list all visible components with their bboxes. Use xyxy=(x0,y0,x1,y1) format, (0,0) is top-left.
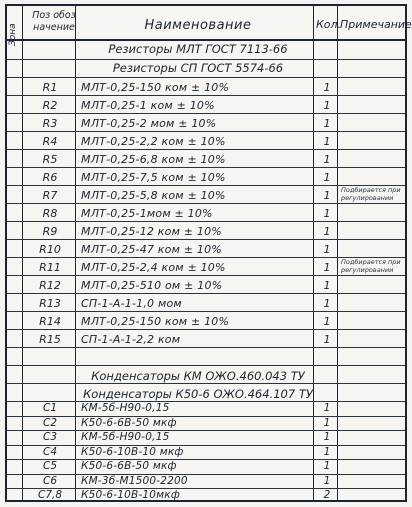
header-separator xyxy=(7,39,405,41)
position-designator: C4 xyxy=(42,445,57,458)
component-name: КМ-3б-М1500-2200 xyxy=(81,474,188,487)
position-designator: C5 xyxy=(42,460,57,472)
section-title-resistors-mlt: Резисторы МЛТ ГОСТ 7113-66 xyxy=(108,42,288,56)
component-name: К50-6-10В-10мкф xyxy=(81,489,181,501)
component-name: МЛТ-0,25-5,8 ком ± 10% xyxy=(81,189,226,202)
position-designator: C2 xyxy=(42,416,57,429)
header-quantity: Кол. xyxy=(316,18,342,31)
row-line xyxy=(7,329,405,330)
component-quantity: 1 xyxy=(323,416,331,429)
position-designator: R14 xyxy=(39,315,61,328)
component-quantity: 1 xyxy=(323,431,331,443)
component-name: МЛТ-0,25-1 ком ± 10% xyxy=(81,99,215,112)
position-designator: R12 xyxy=(39,279,61,292)
position-designator: R15 xyxy=(39,333,61,346)
component-quantity: 1 xyxy=(323,99,331,112)
row-line xyxy=(7,59,405,60)
position-designator: C3 xyxy=(42,431,57,443)
component-quantity: 1 xyxy=(323,402,331,414)
component-quantity: 1 xyxy=(323,135,331,148)
component-name: К50-6-6В-50 мкф xyxy=(81,460,177,472)
row-line xyxy=(7,239,405,240)
component-name: МЛТ-0,25-2 мом ± 10% xyxy=(81,117,217,130)
component-name: МЛТ-0,25-150 ком ± 10% xyxy=(81,81,230,94)
position-designator: R5 xyxy=(42,153,58,166)
component-quantity: 1 xyxy=(323,474,331,487)
row-line xyxy=(7,311,405,312)
row-line xyxy=(7,365,405,366)
component-name: МЛТ-0,25-510 ом ± 10% xyxy=(81,279,223,292)
position-designator: R11 xyxy=(39,261,61,274)
position-designator: R8 xyxy=(42,207,58,220)
section-title-resistors-sp: Резисторы СП ГОСТ 5574-66 xyxy=(112,61,284,75)
row-line xyxy=(7,113,405,114)
section-title-capacitors-km: Конденсаторы КМ ОЖО.460.043 ТУ xyxy=(91,369,305,383)
position-designator: R2 xyxy=(42,99,58,112)
component-name: МЛТ-0,25-12 ком ± 10% xyxy=(81,225,222,238)
section-title-capacitors-k50: Конденсаторы К50-6 ОЖО.464.107 ТУ xyxy=(83,387,313,401)
row-line xyxy=(7,275,405,276)
header-note: Примечание xyxy=(340,18,412,31)
row-line xyxy=(7,293,405,294)
component-name: К50-6-10В-10 мкф xyxy=(81,445,184,458)
component-name: МЛТ-0,25-47 ком ± 10% xyxy=(81,243,222,256)
position-designator: R1 xyxy=(42,81,58,94)
component-quantity: 1 xyxy=(323,261,331,274)
row-line xyxy=(7,131,405,132)
component-quantity: 1 xyxy=(323,297,331,310)
component-note: Подбирается при регулировании xyxy=(341,258,401,274)
component-name: МЛТ-0,25-2,2 ком ± 10% xyxy=(81,135,226,148)
position-designator: C7,8 xyxy=(37,489,63,501)
component-name: КМ-5б-Н90-0,15 xyxy=(81,431,170,443)
component-quantity: 1 xyxy=(323,460,331,472)
component-quantity: 2 xyxy=(323,489,331,501)
row-line xyxy=(7,347,405,348)
component-quantity: 1 xyxy=(323,243,331,256)
component-quantity: 1 xyxy=(323,189,331,202)
row-line xyxy=(7,203,405,204)
component-quantity: 1 xyxy=(323,81,331,94)
component-name: СП-1-А-1-1,0 мом xyxy=(81,297,182,310)
row-line xyxy=(7,383,405,384)
component-name: МЛТ-0,25-1мом ± 10% xyxy=(81,207,213,220)
component-quantity: 1 xyxy=(323,315,331,328)
component-quantity: 1 xyxy=(323,207,331,220)
component-name: МЛТ-0,25-7,5 ком ± 10% xyxy=(81,171,226,184)
component-quantity: 1 xyxy=(323,171,331,184)
position-designator: C6 xyxy=(42,474,57,487)
component-note: Подбирается при регулировании xyxy=(341,186,401,202)
position-designator: R6 xyxy=(42,171,58,184)
pos-column-divider xyxy=(75,6,76,500)
component-quantity: 1 xyxy=(323,445,331,458)
row-line xyxy=(7,77,405,78)
component-name: КМ-5б-Н90-0,15 xyxy=(81,402,170,414)
component-name: СП-1-А-1-2,2 ком xyxy=(81,333,181,346)
component-name: МЛТ-0,25-6,8 ком ± 10% xyxy=(81,153,226,166)
zone-column-divider xyxy=(22,6,23,500)
row-line xyxy=(7,221,405,222)
position-designator: R4 xyxy=(42,135,58,148)
header-name: Наименование xyxy=(144,18,252,33)
position-designator: R3 xyxy=(42,117,58,130)
component-quantity: 1 xyxy=(323,279,331,292)
position-designator: C1 xyxy=(42,402,57,414)
component-quantity: 1 xyxy=(323,333,331,346)
position-designator: R9 xyxy=(42,225,58,238)
component-quantity: 1 xyxy=(323,225,331,238)
row-line xyxy=(7,95,405,96)
last-row xyxy=(5,490,407,504)
position-designator: R7 xyxy=(42,189,58,202)
specification-sheet xyxy=(5,4,412,502)
header-zone: Зона xyxy=(8,23,18,47)
position-designator: R13 xyxy=(39,297,61,310)
component-quantity: 1 xyxy=(323,117,331,130)
component-name: МЛТ-0,25-150 ком ± 10% xyxy=(81,315,230,328)
component-quantity: 1 xyxy=(323,153,331,166)
row-line xyxy=(7,167,405,168)
component-name: К50-6-6В-50 мкф xyxy=(81,416,177,429)
position-designator: R10 xyxy=(39,243,61,256)
row-line xyxy=(7,149,405,150)
component-name: МЛТ-0,25-2,4 ком ± 10% xyxy=(81,261,226,274)
header-position: Поз обоз начение xyxy=(32,10,76,33)
